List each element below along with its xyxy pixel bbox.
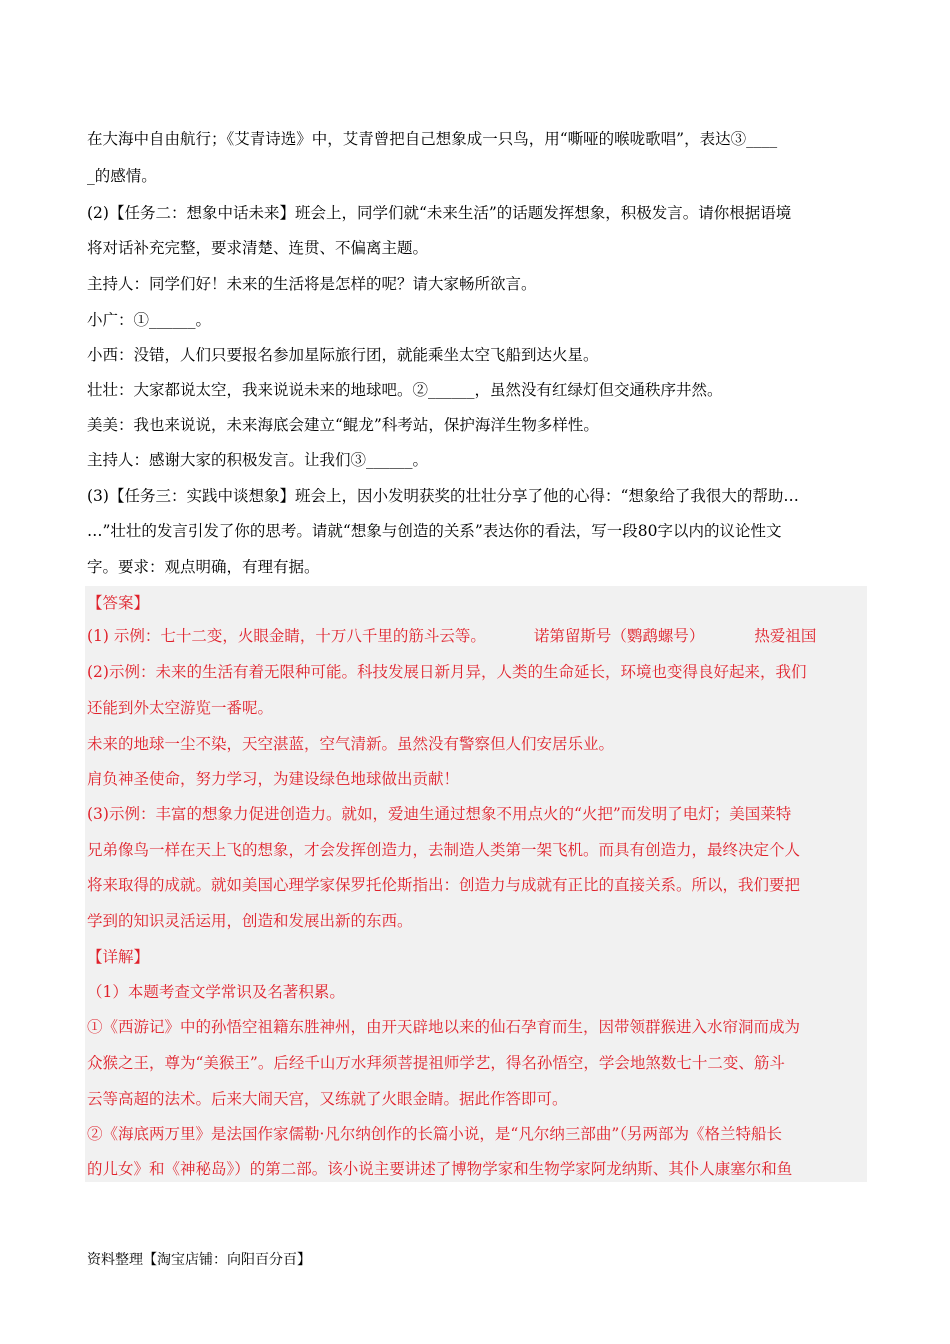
question-line-12: …”壮壮的发言引发了你的思考。请就“想象与创造的关系”表达你的看法，写一段80字以内的议论性文 [87,522,782,540]
question-line-11: (3)【任务三：实践中谈想象】班会上，因小发明获奖的壮壮分享了他的心得：“想象给了我很大的帮助… [87,487,799,505]
question-line-6: 小广：①______。 [87,311,212,329]
question-line-9: 美美：我也来说说，未来海底会建立“鲲龙”科考站，保护海洋生物多样性。 [87,416,599,434]
answer-line-1 [87,625,867,647]
question-line-2: _的感情。 [87,167,157,185]
page-footer: 资料整理【淘宝店铺：向阳百分百】 [87,1252,311,1268]
question-line-5: 主持人：同学们好！未来的生活将是怎样的呢？请大家畅所欲言。 [87,275,537,293]
answer-1-part-c: 热爱祖国 [754,627,817,645]
answer-line-4: 未来的地球一尘不染，天空湛蓝，空气清新。虽然没有警察但人们安居乐业。 [87,735,615,753]
detail-line-1: （1）本题考查文学常识及名著积累。 [87,983,345,1001]
detail-line-3: 众猴之王，尊为“美猴王”。后经千山万水拜须菩提祖师学艺，得名孙悟空，学会地煞数七十二变、筋斗 [87,1054,785,1072]
answer-line-8: 将来取得的成就。就如美国心理学家保罗托伦斯指出：创造力与成就有正比的直接关系。所以，我们要把 [87,876,801,894]
detail-line-4: 云等高超的法术。后来大闹天宫，又练就了火眼金睛。据此作答即可。 [87,1090,568,1108]
answer-line-7: 兄弟像鸟一样在天上飞的想象，才会发挥创造力，去制造人类第一架飞机。而具有创造力，最终决定个人 [87,841,801,859]
detail-line-5: ②《海底两万里》是法国作家儒勒·凡尔纳创作的长篇小说，是“凡尔纳三部曲”（另两部为《格兰特船长 [87,1125,783,1143]
question-line-13: 字。要求：观点明确，有理有据。 [87,558,320,576]
question-line-10: 主持人：感谢大家的积极发言。让我们③______。 [87,451,429,469]
answer-line-2: (2)示例：未来的生活有着无限种可能。科技发展日新月异，人类的生命延长，环境也变得良好起来，我们 [87,663,807,681]
detail-line-2: ①《西游记》中的孙悟空祖籍东胜神州，由开天辟地以来的仙石孕育而生，因带领群猴进入水帘洞而成为 [87,1018,801,1036]
answer-line-6: (3)示例：丰富的想象力促进创造力。就如，爱迪生通过想象不用点火的“火把”而发明了电灯；美国莱特 [87,805,792,823]
question-line-3: (2)【任务二：想象中话未来】班会上，同学们就“未来生活”的话题发挥想象，积极发言。请你根据语境 [87,204,792,222]
question-line-8: 壮壮：大家都说太空，我来说说未来的地球吧。②______，虽然没有红绿灯但交通秩序井然。 [87,381,723,399]
detail-line-6: 的儿女》和《神秘岛》）的第二部。该小说主要讲述了博物学家和生物学家阿龙纳斯、其仆人康塞尔和鱼 [87,1160,793,1178]
answer-1-part-b: 诺第留斯号（鹦鹉螺号） [533,627,705,645]
answer-line-9: 学到的知识灵活运用，创造和发展出新的东西。 [87,912,413,930]
answer-heading: 【答案】 [87,594,150,612]
question-line-1: 在大海中自由航行；《艾青诗选》中，艾青曾把自己想象成一只鸟，用“嘶哑的喉咙歌唱”，表达③____ [87,130,778,148]
question-line-7: 小西：没错，人们只要报名参加星际旅行团，就能乘坐太空飞船到达火星。 [87,346,599,364]
answer-line-3: 还能到外太空游览一番呢。 [87,699,274,717]
answer-line-5: 肩负神圣使命，努力学习，为建设绿色地球做出贡献！ [87,770,460,788]
answer-1-part-a: (1) 示例：七十二变，火眼金睛，十万八千里的筋斗云等。 [87,627,486,645]
detail-heading: 【详解】 [87,948,150,966]
question-line-4: 将对话补充完整，要求清楚、连贯、不偏离主题。 [87,239,429,257]
